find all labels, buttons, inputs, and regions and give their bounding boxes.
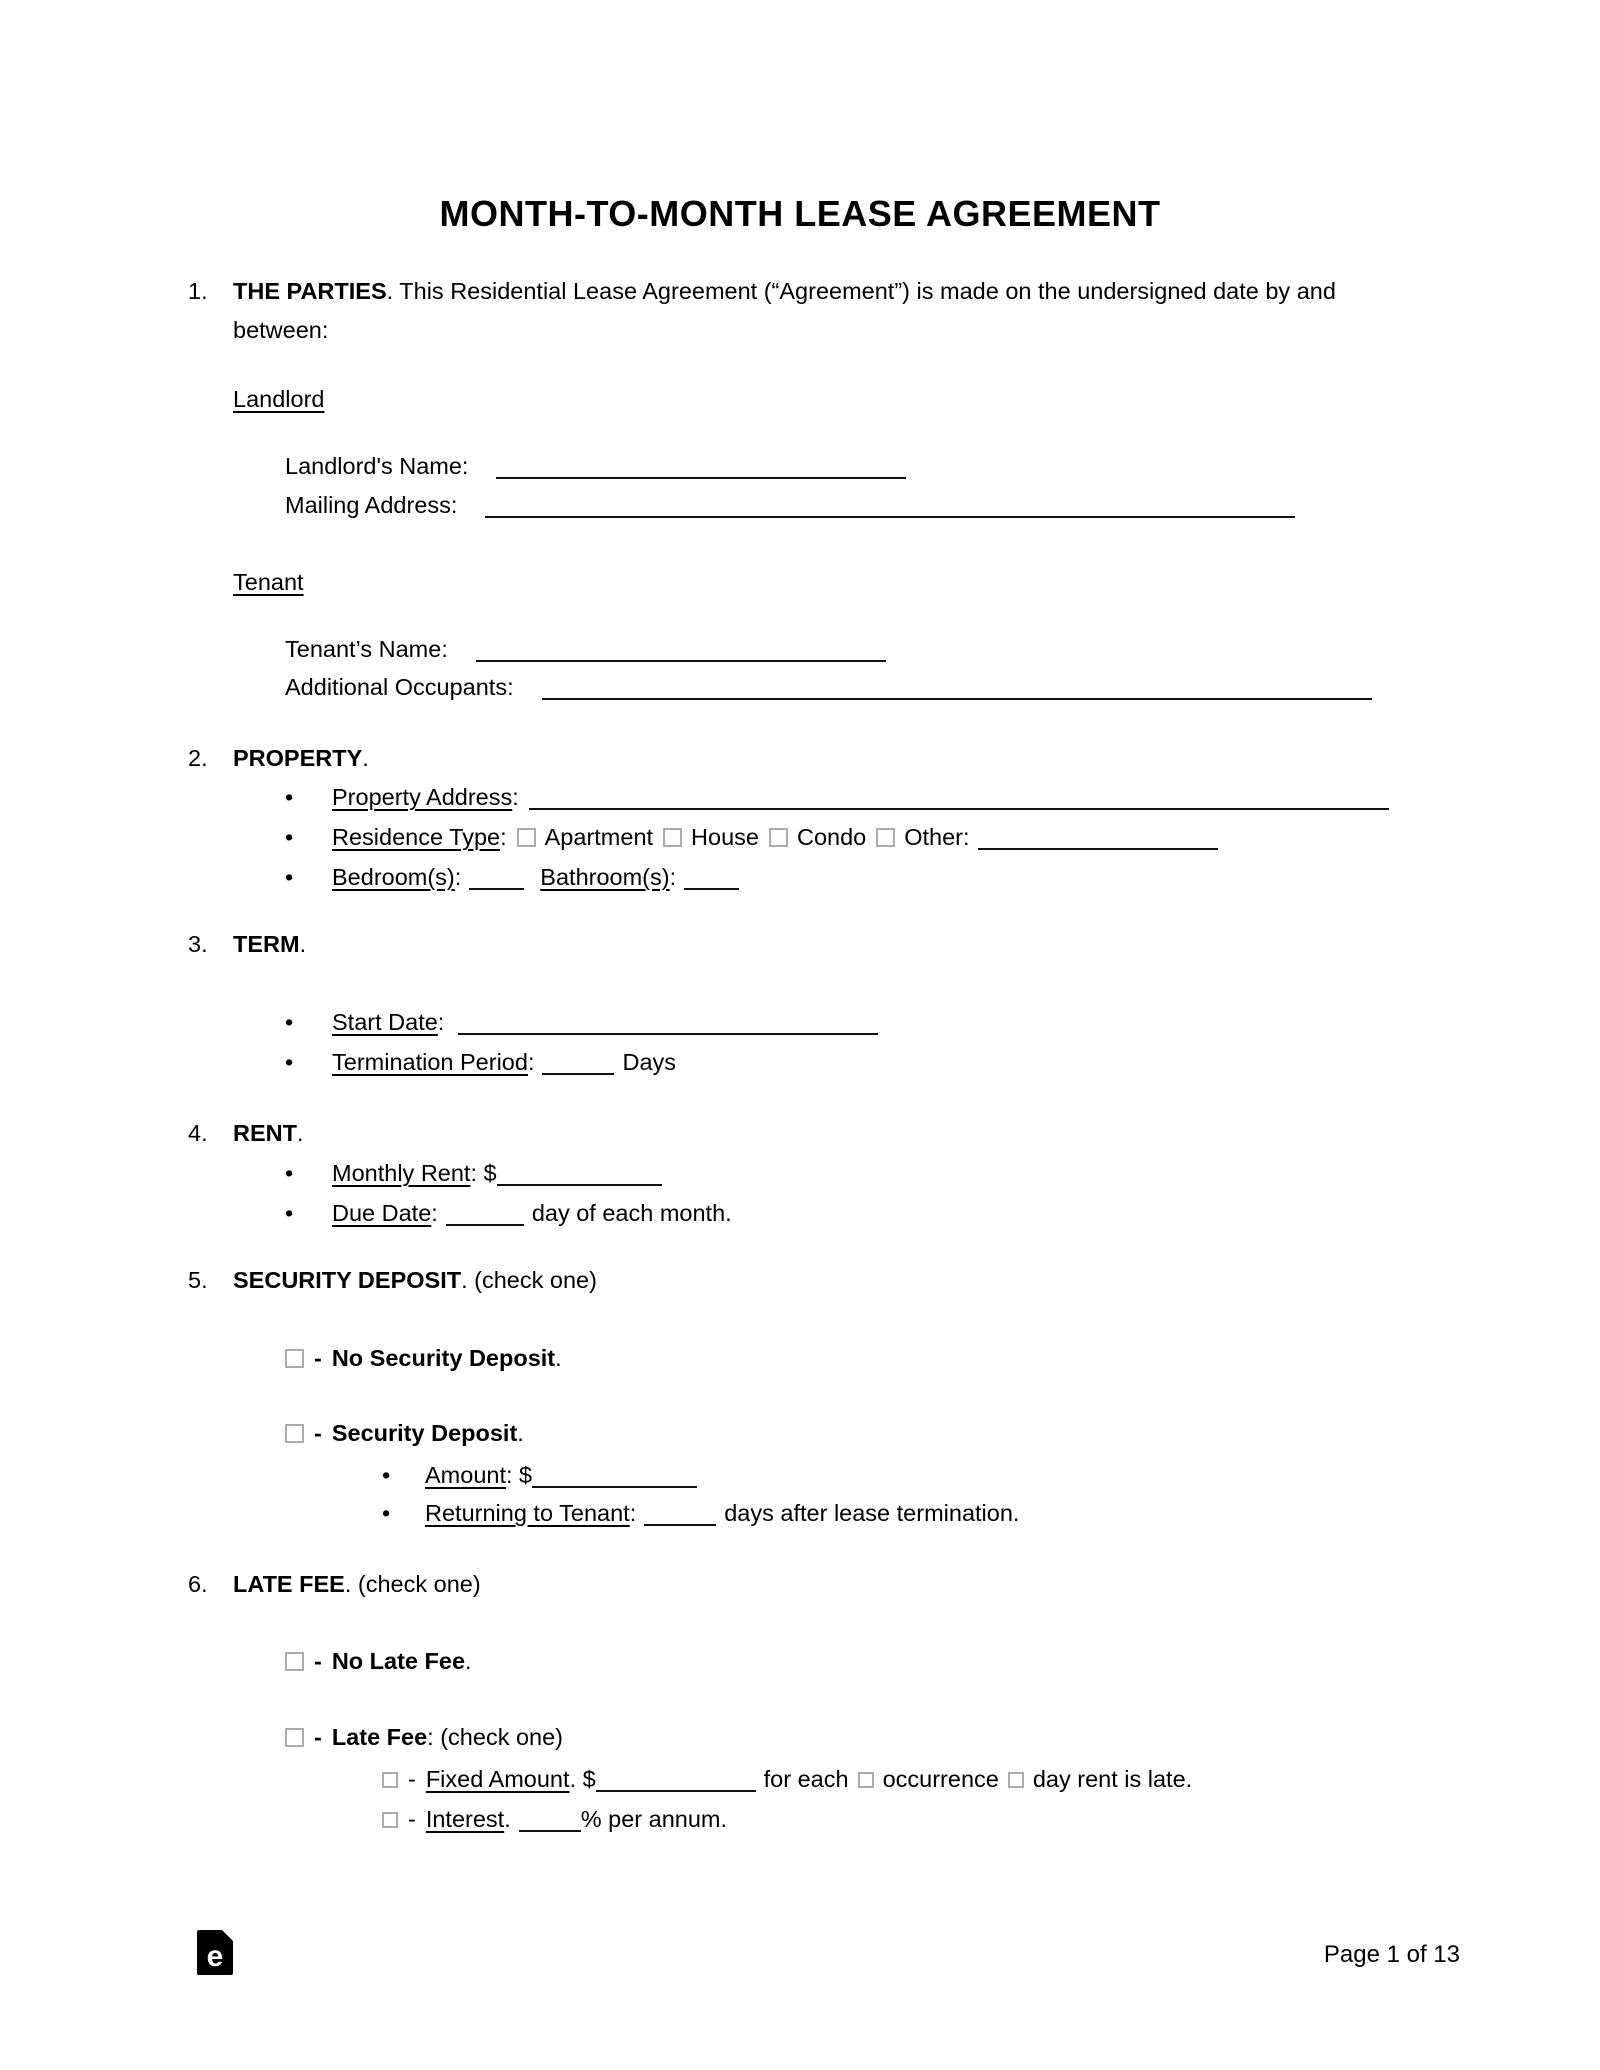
- section-heading-late-fee: LATE FEE: [233, 1571, 345, 1597]
- document-title: MONTH-TO-MONTH LEASE AGREEMENT: [439, 193, 1161, 234]
- returning-to-tenant-row: [382, 1494, 1019, 1533]
- security-deposit-label: Security Deposit: [331, 1420, 518, 1446]
- label-suffix: .: [555, 1345, 562, 1371]
- section-property-heading: [188, 739, 369, 778]
- bullet-icon: •: [285, 784, 294, 810]
- label-separator: :: [500, 824, 507, 850]
- label-separator: :: [512, 784, 519, 810]
- section-number: 1.: [188, 278, 208, 304]
- returning-days-blank[interactable]: [644, 1524, 716, 1526]
- checkbox-condo[interactable]: [769, 828, 788, 847]
- option-condo-label: Condo: [796, 824, 867, 850]
- bathrooms-label: Bathroom(s): [540, 864, 670, 890]
- due-date-label: Due Date: [332, 1200, 432, 1226]
- termination-period-blank[interactable]: [542, 1073, 614, 1075]
- label-separator: :: [454, 864, 462, 890]
- termination-suffix: Days: [622, 1049, 677, 1075]
- termination-period-label: Termination Period: [332, 1049, 528, 1075]
- bullet-icon: •: [382, 1500, 391, 1526]
- tenant-subheading: Tenant: [233, 569, 304, 595]
- section-security-deposit-heading: [188, 1261, 597, 1300]
- label-separator: : $: [506, 1462, 533, 1488]
- interest-suffix: % per annum.: [580, 1806, 728, 1832]
- checkbox-security-deposit[interactable]: [285, 1424, 304, 1443]
- mailing-address-label: Mailing Address:: [285, 492, 458, 518]
- landlord-mailing-row: [285, 486, 1295, 525]
- label-separator: :: [527, 1049, 535, 1075]
- deposit-amount-blank[interactable]: [532, 1486, 697, 1488]
- option-apartment-label: Apartment: [544, 824, 654, 850]
- bedrooms-label: Bedroom(s): [332, 864, 455, 890]
- day-rent-late-label: day rent is late.: [1032, 1766, 1193, 1792]
- monthly-rent-row: [285, 1154, 662, 1193]
- residence-other-blank[interactable]: [978, 848, 1218, 850]
- fixed-amount-mid-text: for each: [763, 1766, 849, 1792]
- heading-suffix: .: [296, 1120, 304, 1146]
- section-number: 4.: [188, 1120, 208, 1146]
- security-deposit-row: [285, 1414, 524, 1453]
- bullet-icon: •: [285, 864, 294, 890]
- checkbox-day-rent-late[interactable]: [1008, 1772, 1024, 1788]
- dash: -: [314, 1345, 322, 1371]
- due-date-suffix: day of each month.: [531, 1200, 732, 1226]
- section-number: 5.: [188, 1267, 208, 1293]
- property-address-row: [285, 778, 1389, 817]
- checkbox-no-security-deposit[interactable]: [285, 1349, 304, 1368]
- residence-type-label: Residence Type: [332, 824, 501, 850]
- section-term-heading: [188, 925, 306, 964]
- checkbox-apartment[interactable]: [517, 828, 536, 847]
- eforms-logo: [197, 1930, 233, 1975]
- bedrooms-blank[interactable]: [469, 888, 524, 890]
- bathrooms-blank[interactable]: [684, 888, 739, 890]
- parties-body-text: . This Residential Lease Agreement (“Agreement”) is made on the undersigned date by and between:: [233, 278, 1336, 343]
- bullet-icon: •: [285, 1009, 294, 1035]
- bullet-icon: •: [382, 1462, 391, 1488]
- due-date-blank[interactable]: [446, 1224, 524, 1226]
- interest-label: Interest: [425, 1806, 505, 1832]
- dash: -: [314, 1420, 322, 1446]
- fixed-amount-blank[interactable]: [596, 1790, 756, 1792]
- checkbox-interest[interactable]: [382, 1812, 398, 1828]
- deposit-amount-label: Amount: [425, 1462, 506, 1488]
- due-date-row: [285, 1194, 732, 1233]
- bullet-icon: •: [285, 824, 294, 850]
- returning-to-tenant-label: Returning to Tenant: [425, 1500, 630, 1526]
- mailing-address-blank[interactable]: [485, 516, 1295, 518]
- checkbox-fixed-amount[interactable]: [382, 1772, 398, 1788]
- section-number: 3.: [188, 931, 208, 957]
- monthly-rent-blank[interactable]: [497, 1184, 662, 1186]
- dash: -: [408, 1806, 416, 1832]
- dash: -: [314, 1724, 322, 1750]
- heading-suffix: . (check one): [461, 1267, 597, 1293]
- occurrence-label: occurrence: [882, 1766, 999, 1792]
- late-fee-row: [285, 1718, 563, 1757]
- tenant-name-label: Tenant’s Name:: [285, 636, 448, 662]
- checkbox-late-fee[interactable]: [285, 1728, 304, 1747]
- label-separator: : $: [470, 1160, 497, 1186]
- label-suffix: .: [517, 1420, 524, 1446]
- label-separator: :: [629, 1500, 637, 1526]
- no-security-deposit-label: No Security Deposit: [331, 1345, 556, 1371]
- section-number: 6.: [188, 1571, 208, 1597]
- bullet-icon: •: [285, 1049, 294, 1075]
- heading-suffix: .: [362, 745, 369, 771]
- dash: -: [314, 1648, 322, 1674]
- interest-row: [382, 1800, 727, 1839]
- page-indicator: Page 1 of 13: [1323, 1941, 1460, 1968]
- additional-occupants-label: Additional Occupants:: [285, 674, 514, 700]
- deposit-amount-row: [382, 1456, 697, 1495]
- section-number-1: [188, 272, 208, 311]
- checkbox-occurrence[interactable]: [858, 1772, 874, 1788]
- returning-suffix: days after lease termination.: [724, 1500, 1020, 1526]
- interest-rate-blank[interactable]: [519, 1830, 581, 1832]
- fixed-amount-label: Fixed Amount: [425, 1766, 570, 1792]
- landlord-name-label: Landlord's Name:: [285, 453, 469, 479]
- property-address-blank[interactable]: [529, 808, 1389, 810]
- occupants-row: [285, 668, 1372, 707]
- tenant-name-row: [285, 630, 886, 669]
- bullet-icon: •: [285, 1200, 294, 1226]
- label-suffix: .: [465, 1648, 472, 1674]
- no-late-fee-row: [285, 1642, 472, 1681]
- monthly-rent-label: Monthly Rent: [332, 1160, 471, 1186]
- label-separator: . $: [569, 1766, 596, 1792]
- no-security-deposit-row: [285, 1339, 562, 1378]
- section-parties-paragraph: [233, 272, 1361, 349]
- start-date-label: Start Date: [332, 1009, 438, 1035]
- eforms-logo-letter: e: [206, 1940, 224, 1973]
- no-late-fee-label: No Late Fee: [331, 1648, 466, 1674]
- start-date-blank[interactable]: [458, 1033, 878, 1035]
- section-number: 2.: [188, 745, 208, 771]
- landlord-name-blank[interactable]: [496, 477, 906, 479]
- label-separator: .: [504, 1806, 511, 1832]
- heading-suffix: . (check one): [344, 1571, 481, 1597]
- landlord-subheading: Landlord: [233, 386, 325, 412]
- section-heading-term: TERM: [233, 931, 300, 957]
- tenant-name-blank[interactable]: [476, 660, 886, 662]
- start-date-row: [285, 1003, 878, 1042]
- termination-period-row: [285, 1043, 676, 1082]
- dash: -: [408, 1766, 416, 1792]
- additional-occupants-blank[interactable]: [542, 698, 1372, 700]
- section-heading-parties: THE PARTIES: [233, 278, 387, 304]
- heading-suffix: .: [299, 931, 307, 957]
- section-heading-rent: RENT: [233, 1120, 297, 1146]
- landlord-name-row: [285, 447, 906, 486]
- label-separator: :: [437, 1009, 445, 1035]
- section-heading-security-deposit: SECURITY DEPOSIT: [233, 1267, 462, 1293]
- checkbox-house[interactable]: [663, 828, 682, 847]
- checkbox-other[interactable]: [876, 828, 895, 847]
- option-other-label: Other:: [904, 824, 970, 850]
- label-separator: :: [431, 1200, 438, 1226]
- label-suffix: : (check one): [427, 1724, 564, 1750]
- section-rent-heading: [188, 1114, 304, 1153]
- section-heading-property: PROPERTY: [233, 745, 363, 771]
- residence-type-row: [285, 818, 1218, 857]
- label-separator: :: [669, 864, 677, 890]
- fixed-amount-row: [382, 1760, 1192, 1799]
- section-late-fee-heading: [188, 1565, 481, 1604]
- option-house-label: House: [691, 824, 759, 850]
- checkbox-no-late-fee[interactable]: [285, 1652, 304, 1671]
- late-fee-label: Late Fee: [331, 1724, 428, 1750]
- property-address-label: Property Address: [332, 784, 513, 810]
- bedrooms-bathrooms-row: [285, 858, 739, 897]
- bullet-icon: •: [285, 1160, 294, 1186]
